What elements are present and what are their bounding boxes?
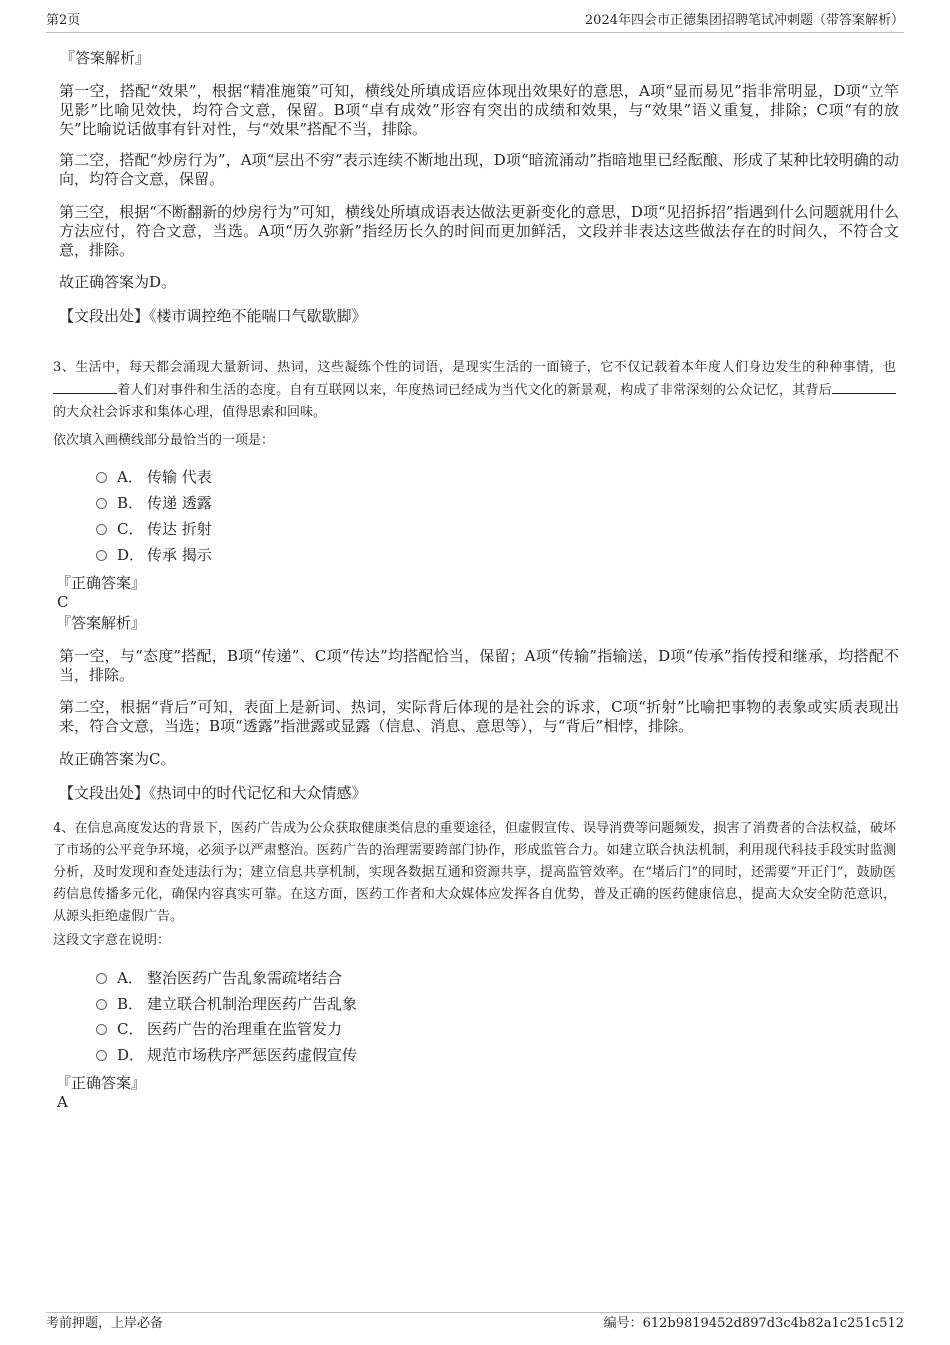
footer-slogan: 考前押题，上岸必备: [46, 1316, 164, 1331]
option-text: 传承 揭示: [147, 546, 212, 564]
option-text: 传递 透露: [147, 494, 212, 512]
page-footer: [46, 1312, 904, 1335]
q4-stem: 4、在信息高度发达的背景下，医药广告成为公众获取健康类信息的重要途径，但虚假宣传、误导消费等问题频发，损害了消费者的合法权益，破坏了市场的公平竞争环境，必须予以严肃整治。医药广告的治理需要跨部门协作，形成监管合力。如建立联合执法机制，利用现代科技手段实时监测分析，及时发现和查处违法行为；建立信息共享机制，实现各数据互通和资源共享，提高监管效率。在“堵后门”的同时，还需要“开正门”，鼓励医药信息传播多元化，确保内容真实可靠。在这方面，医药工作者和大众媒体应发挥各自优势，普及正确的医药健康信息，提高大众安全防范意识，从源头拒绝虚假广告。: [53, 821, 896, 924]
q3-analysis-para-2: 第二空，根据“背后”可知，表面上是新词、热词，实际背后体现的是社会的诉求，C项“折射”比喻把事物的表象或实质表现出来，符合文意，当选；B项“透露”指泄露或显露（信息、消息、意思等），与“背后”相悖，排除。: [59, 698, 899, 735]
q3-analysis-para-1: 第一空，与“态度”搭配，B项“传递”、C项“传达”均搭配恰当，保留；A项“传输”指输送，D项“传承”指传授和继承，均搭配不当，排除。: [59, 647, 899, 684]
q2-source: 【文段出处】《楼市调控绝不能喘口气歇歇脚》: [59, 307, 367, 325]
q3-option-c[interactable]: [96, 519, 212, 539]
option-text: 整治医药广告乱象需疏堵结合: [147, 969, 343, 987]
q3-option-b[interactable]: [96, 493, 212, 513]
q2-analysis-para-1: 第一空，搭配“效果”，根据“精准施策”可知，横线处所填成语应体现出效果好的意思，A项“显而易见”指非常明显，D项“立竿见影”比喻见效快，均符合文意，保留。B项“卓有成效”形容有突出的成绩和效果，与“效果”语义重复，排除；C项“有的放矢”比喻说话做事有针对性，与“效果”搭配不当，排除。: [59, 82, 899, 138]
q3-prompt: 依次填入画横线部分最恰当的一项是：: [53, 433, 275, 448]
q4-option-b[interactable]: [96, 994, 357, 1014]
option-key: A．: [117, 468, 143, 486]
radio-icon[interactable]: [96, 472, 107, 483]
document-title: 2024年四会市正德集团招聘笔试冲刺题（带答案解析）: [584, 13, 904, 28]
option-text: 传达 折射: [147, 520, 212, 538]
option-text: 建立联合机制治理医药广告乱象: [147, 995, 358, 1013]
option-key: B．: [117, 995, 144, 1013]
radio-icon[interactable]: [96, 1024, 107, 1035]
option-key: B．: [117, 494, 144, 512]
document-id: 编号：612b9819452d897d3c4b82a1c251c512: [603, 1316, 904, 1331]
radio-icon[interactable]: [96, 498, 107, 509]
q3-analysis-label: 『答案解析』: [56, 614, 147, 632]
q3-conclusion: 故正确答案为C。: [59, 750, 176, 768]
option-key: D．: [117, 1046, 145, 1064]
option-key: A．: [117, 969, 143, 987]
page-header: [46, 12, 904, 33]
q3-stem-part-3: 的大众社会诉求和集体心理，值得思索和回味。: [53, 405, 327, 420]
option-key: C．: [117, 520, 144, 538]
q4-option-c[interactable]: [96, 1019, 342, 1039]
radio-icon[interactable]: [96, 1050, 107, 1061]
q2-conclusion: 故正确答案为D。: [59, 273, 177, 291]
q4-answer: A: [57, 1093, 68, 1111]
q2-analysis-para-2: 第二空，搭配“炒房行为”，A项“层出不穷”表示连续不断地出现，D项“暗流涌动”指暗地里已经酝酿、形成了某种比较明确的动向，均符合文意，保留。: [59, 151, 899, 188]
q3-stem: [53, 357, 896, 424]
radio-icon[interactable]: [96, 973, 107, 984]
radio-icon[interactable]: [96, 999, 107, 1010]
q4-option-a[interactable]: [96, 968, 342, 988]
option-text: 传输 代表: [147, 468, 212, 486]
option-key: D．: [117, 546, 145, 564]
q3-stem-part-1: 3、生活中，每天都会涌现大量新词、热词，这些凝练个性的词语，是现实生活的一面镜子，它不仅记载着本年度人们身边发生的种种事情，也: [53, 360, 896, 375]
q3-source: 【文段出处】《热词中的时代记忆和大众情感》: [59, 784, 367, 802]
q3-option-a[interactable]: [96, 467, 212, 487]
option-text: 规范市场秩序严惩医药虚假宣传: [147, 1046, 358, 1064]
option-key: C．: [117, 1020, 144, 1038]
q4-prompt: 这段文字意在说明：: [53, 933, 171, 948]
q3-answer-label: 『正确答案』: [56, 574, 147, 592]
q2-analysis-label: 『答案解析』: [60, 49, 151, 67]
q3-blank-1: [53, 379, 117, 394]
q2-analysis-para-3: 第三空，根据“不断翻新的炒房行为”可知，横线处所填成语表达做法更新变化的意思，D项“见招拆招”指遇到什么问题就用什么方法应付，符合文意，当选。A项“历久弥新”指经历长久的时间而更加鲜活，文段并非表达这些做法存在的时间久，不符合文意，排除。: [59, 203, 899, 259]
page-number: 第2页: [46, 13, 81, 28]
q3-stem-part-2: 着人们对事件和生活的态度。自有互联网以来，年度热词已经成为当代文化的新景观，构成了非常深刻的公众记忆，其背后: [117, 383, 832, 398]
radio-icon[interactable]: [96, 524, 107, 535]
option-text: 医药广告的治理重在监管发力: [147, 1020, 343, 1038]
q3-answer: C: [57, 593, 69, 611]
q3-option-d[interactable]: [96, 545, 212, 565]
q4-answer-label: 『正确答案』: [56, 1074, 147, 1092]
q4-option-d[interactable]: [96, 1045, 357, 1065]
q3-blank-2: [832, 379, 896, 394]
radio-icon[interactable]: [96, 550, 107, 561]
